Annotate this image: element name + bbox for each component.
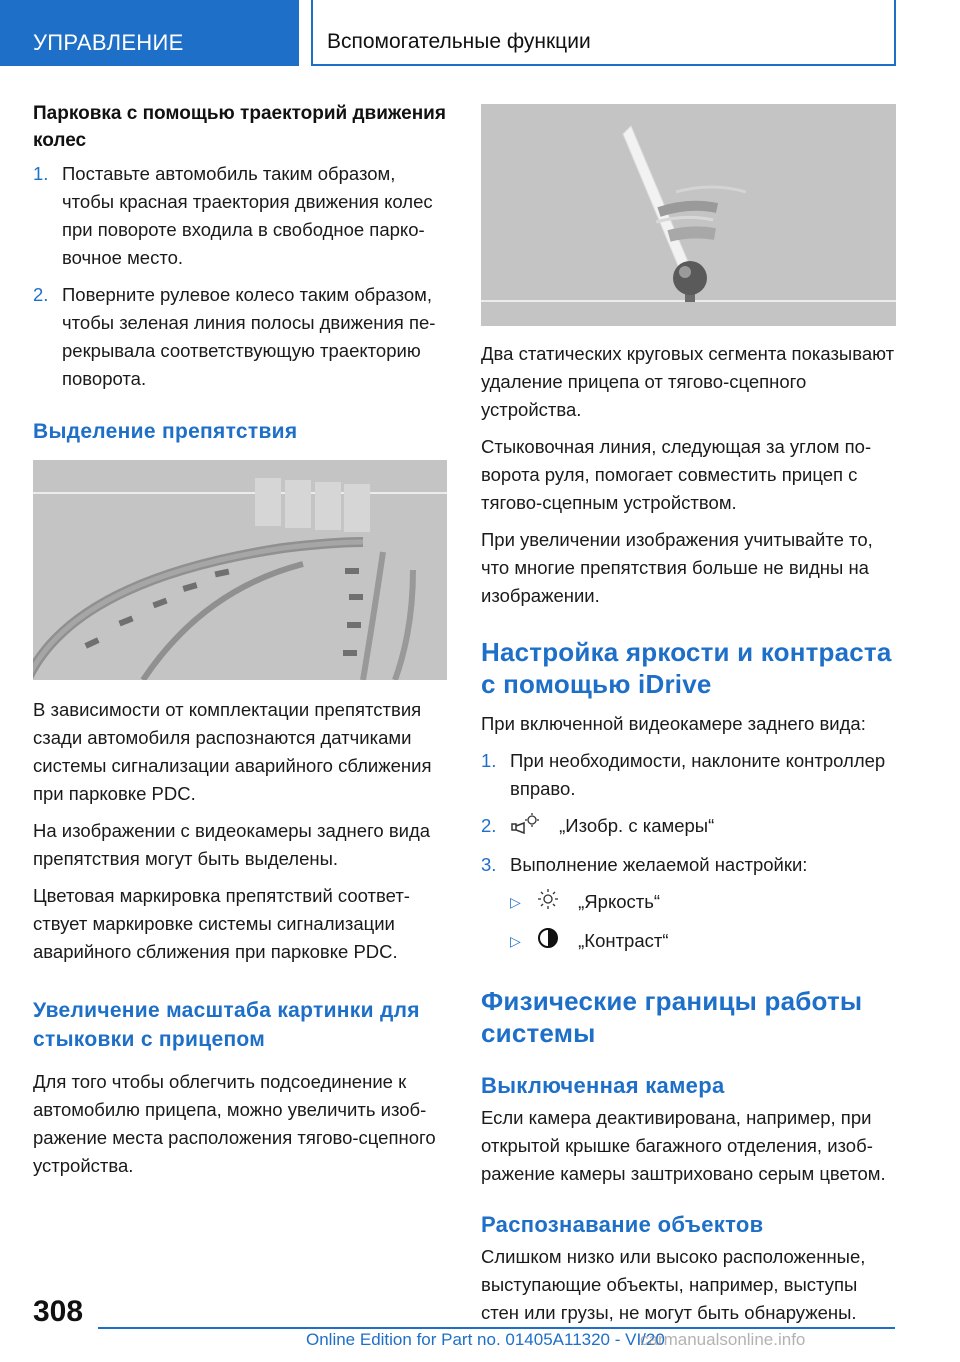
paragraph: При включенной видеокамере заднего вида: — [481, 713, 866, 734]
zoom-heading: Увеличение масштаба картинки для стыковки с прицепом — [33, 999, 420, 1051]
substep-text: „Яркость“ — [578, 891, 661, 913]
step-text: „Изобр. с камеры“ — [559, 815, 715, 836]
paragraph: Если камера деактивирована, например, при открытой крышке багажного отделения, изображение камеры заштриховано серым цветом. — [481, 1107, 886, 1185]
paragraph: На изображении с видеокамеры заднего вида препятствия могут быть выделены. — [33, 820, 431, 869]
footer-divider — [98, 1327, 895, 1329]
paragraph: Цветовая маркировка препятствий соответствует маркировке системы сигнализации аварийного сближения при парковке PDC. — [33, 885, 410, 962]
list-item — [481, 747, 896, 803]
paragraph: Два статических круговых сегмента показывают удаление прицепа от тягово-сцепного устройства. — [481, 343, 895, 420]
chapter-title: Вспомогательные функции — [311, 0, 896, 66]
right-column — [481, 104, 896, 1336]
substep-text: „Контраст“ — [578, 930, 669, 952]
step-number: 2. — [481, 815, 497, 836]
paragraph: Слишком низко или высоко расположенные, выступающие объекты, например, выступы стен или грузы, не могут быть обнаружены. — [481, 1246, 866, 1324]
limits-heading: Физические границы работы системы — [481, 986, 863, 1049]
brightness-heading: Настройка яркости и контраста с помощью iDrive — [481, 637, 892, 699]
page-number: 308 — [33, 1295, 84, 1328]
step-text: Поверните рулевое колесо таким образом, чтобы зеленая линия полосы движения перекрывала соответствующую траекторию поворота. — [62, 284, 436, 389]
paragraph: Для того чтобы облегчить подсоединение к автомобилю прицепа, можно увеличить изображение места расположения тягово-сцепного устройства. — [33, 1071, 436, 1176]
step-text: При необходимости, наклоните контроллер вправо. — [510, 750, 886, 799]
paragraph: В зависимости от комплектации препятствия сзади автомобиля распознаются датчиками системы сигнализации аварийного сближения при парковке PDC. — [33, 699, 432, 804]
objects-heading: Распознавание объектов — [481, 1212, 764, 1238]
camera-settings-icon — [510, 812, 540, 842]
camera-off-heading: Выключенная камера — [481, 1073, 725, 1099]
list-item — [481, 851, 896, 879]
step-number: 3. — [481, 854, 497, 876]
list-item — [481, 812, 896, 842]
list-item — [33, 281, 447, 393]
step-number: 1. — [481, 750, 497, 771]
hitch-camera-graphic — [481, 104, 896, 326]
step-number: 1. — [33, 163, 49, 184]
list-item — [33, 160, 447, 272]
obstacle-camera-graphic — [33, 460, 447, 680]
paragraph: При увеличении изображения учитывайте то, что многие препятствия больше не видны на изображении. — [481, 529, 873, 606]
contrast-icon — [537, 927, 559, 957]
list-item — [481, 888, 896, 918]
paragraph: Стыковочная линия, следующая за углом поворота руля, помогает совместить прицеп с тягово-сцепным устройством. — [481, 436, 872, 513]
triangle-bullet-icon: ▷ — [510, 933, 521, 950]
obstacle-camera-illustration — [33, 460, 447, 680]
page-header — [0, 0, 960, 66]
triangle-bullet-icon: ▷ — [510, 894, 521, 911]
parking-title: Парковка с помощью траекторий движения колес — [33, 103, 446, 151]
brightness-icon — [537, 888, 559, 918]
step-text: Поставьте автомобиль таким образом, чтобы красная траектория движения колес при повороте входила в свободное парковочное место. — [62, 163, 433, 268]
watermark: carmanualsonline.info — [640, 1330, 806, 1349]
section-tab: УПРАВЛЕНИЕ — [0, 0, 299, 66]
hitch-camera-illustration — [481, 104, 896, 326]
obstacles-heading: Выделение препятствия — [33, 420, 298, 443]
step-text: Выполнение желаемой настройки: — [510, 854, 808, 876]
list-item — [481, 927, 896, 957]
edition-text: Online Edition for Part no. 01405A11320 - VI/20 — [306, 1330, 665, 1349]
step-number: 2. — [33, 284, 49, 305]
left-column — [33, 100, 447, 1189]
